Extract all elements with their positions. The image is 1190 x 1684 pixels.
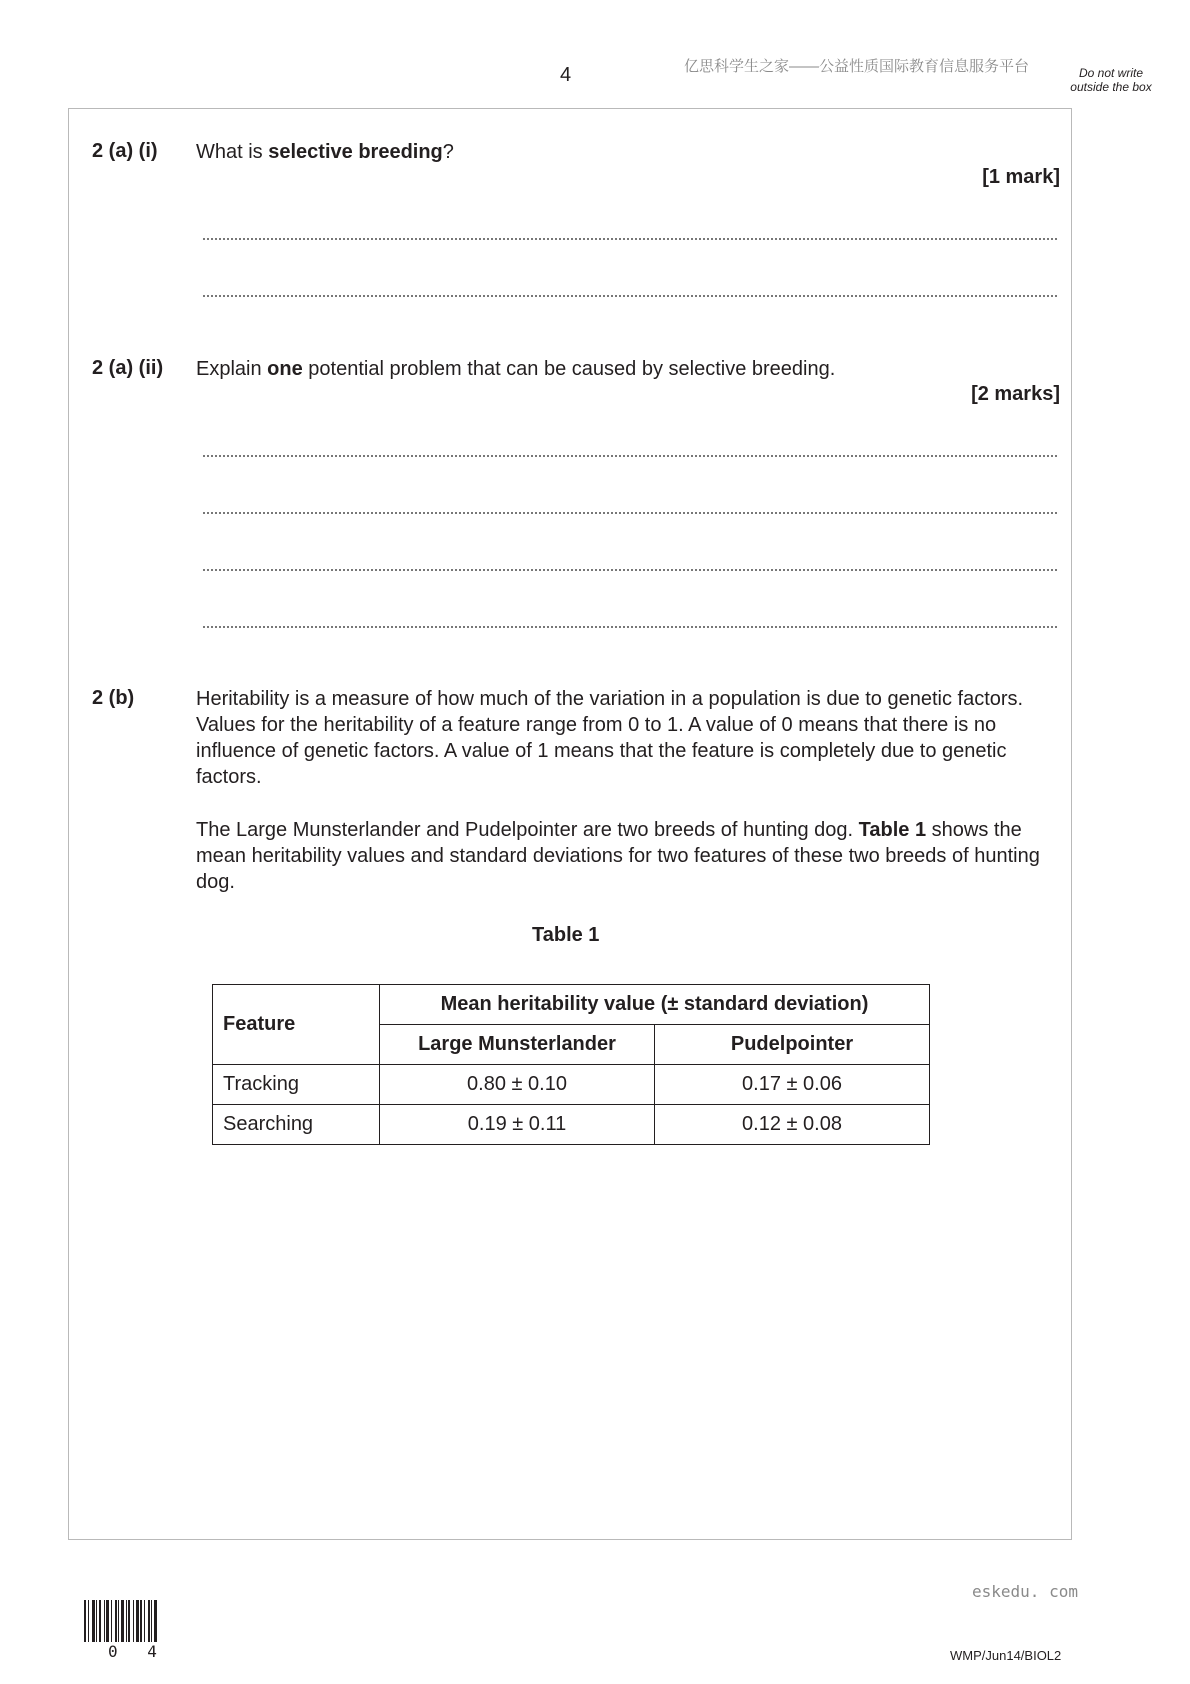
answer-line[interactable] (202, 238, 1058, 240)
barcode (84, 1600, 178, 1642)
paper-code: WMP/Jun14/BIOL2 (950, 1648, 1062, 1663)
breed-header: Large Munsterlander (380, 1025, 655, 1065)
marks-label: [2 marks] (971, 383, 1060, 405)
value-cell: 0.19 ± 0.11 (380, 1105, 655, 1145)
group-header: Mean heritability value (± standard deviation) (380, 985, 930, 1025)
value-cell: 0.12 ± 0.08 (655, 1105, 930, 1145)
question-number: 2 (a) (ii) (92, 357, 164, 379)
page-number: 4 (560, 64, 572, 86)
value-cell: 0.17 ± 0.06 (655, 1065, 930, 1105)
answer-line[interactable] (202, 295, 1058, 297)
table-row (213, 1065, 930, 1105)
header-watermark: 亿思科学生之家——公益性质国际教育信息服务平台 (684, 58, 1030, 75)
breed-header: Pudelpointer (655, 1025, 930, 1065)
question-text: Explain one potential problem that can be caused by selective breeding. (196, 358, 836, 380)
question-paragraph: The Large Munsterlander and Pudelpointer are two breeds of hunting dog. Table 1 shows the mean heritability values and standard deviations for two features of these two breeds of hunting dog. (196, 819, 1040, 893)
marks-label: [1 mark] (982, 166, 1060, 188)
answer-line[interactable] (202, 512, 1058, 514)
table-caption: Table 1 (532, 924, 600, 946)
table-row (213, 1105, 930, 1145)
feature-header: Feature (213, 985, 380, 1065)
question-number: 2 (a) (i) (92, 140, 158, 162)
answer-line[interactable] (202, 569, 1058, 571)
footer-watermark: eskedu. com (972, 1582, 1078, 1601)
answer-line[interactable] (202, 455, 1058, 457)
question-paragraph: Heritability is a measure of how much of the variation in a population is due to genetic factors. Values for the heritability of a feature range from 0 to 1. A value of 0 means that there is no influence of genetic factors. A value of 1 means that the feature is completely due to genetic factors. (196, 688, 1024, 788)
feature-cell: Searching (213, 1105, 380, 1145)
margin-note: Do not write outside the box (1070, 66, 1152, 94)
heritability-table (212, 984, 930, 1145)
barcode-digits: 0 4 (108, 1642, 167, 1661)
answer-line[interactable] (202, 626, 1058, 628)
value-cell: 0.80 ± 0.10 (380, 1065, 655, 1105)
question-text: What is selective breeding? (196, 141, 454, 163)
question-number: 2 (b) (92, 687, 135, 709)
feature-cell: Tracking (213, 1065, 380, 1105)
